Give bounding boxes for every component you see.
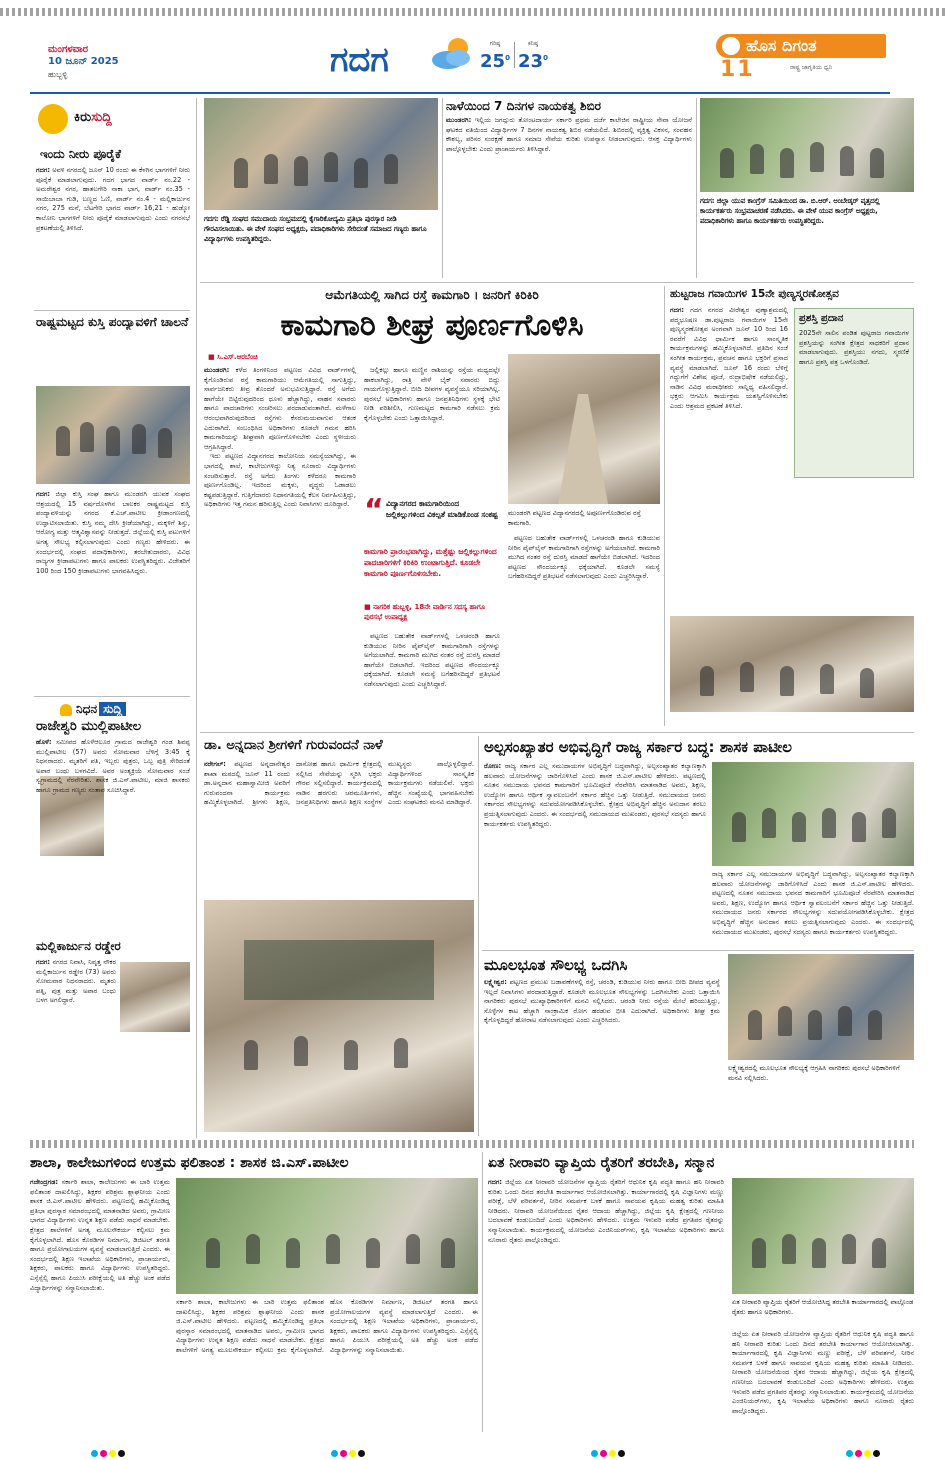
nidhana-label-b: ಸುದ್ದಿ bbox=[99, 702, 126, 716]
paper-name: ಹೊಸ ದಿಗಂತ bbox=[746, 36, 817, 55]
lead-road-photo bbox=[508, 354, 660, 504]
water-dateline: ಗದಗ: bbox=[36, 166, 51, 174]
top-photo-text: ರೆಡ್ಡಿ ಸಂಘದ ಸಮುದಾಯ ಸಂಭ್ರಮದಲ್ಲಿ ಕೈಗಾರಿಕೋದ್ಯಮಿ ಪ್ರತಿಭಾ ಪುರಸ್ಕಾರ ನೀಡಿ ಗೌರವಿಸಲಾಯಿತು. ಈ ವೇಳೆ ಸಂಘದ ಅಧ್ಯಕ್ಷರು, ಪದಾಧಿಕಾರಿಗಳು ಸೇರಿದಂತೆ ಸಮಾಜದ ಗಣ್ಯರು ಹಾಗೂ ವಿದ್ಯಾರ್ಥಿಗಳು ಉಪಸ್ಥಿತರಿದ್ದರು. bbox=[204, 215, 427, 243]
wrestling-text: ಜಿಲ್ಲಾ ಕುಸ್ತಿ ಸಂಘ ಹಾಗೂ ಮುಂಡರಗಿ ಯುವಕ ಸಂಘದ ಆಶ್ರಯದಲ್ಲಿ 15 ವರ್ಷದೊಳಗಿನ ಬಾಲಕರ ರಾಷ್ಟ್ರಮಟ್ಟದ ಕುಸ್ತಿ ಪಂದ್ಯಾವಳಿಯನ್ನು ನಗರದ ಕೆ.ಎಚ್.ಪಾಟೀಲ ಕ್ರೀಡಾಂಗಣದಲ್ಲಿ ಉದ್ಘಾಟಿಸಲಾಯಿತು. ಕುಸ್ತಿ ನಮ್ಮ ದೇಸಿ ಕ್ರೀಡೆಯಾಗಿದ್ದು, ಮಕ್ಕಳಿಗೆ ಶಿಸ್ತು, ಆರೋಗ್ಯ ಮತ್ತು ಆತ್ಮವಿಶ್ವಾಸವನ್ನು ನೀಡುತ್ತದೆ. ಜಿಲ್ಲೆಯಲ್ಲಿ ಕುಸ್ತಿ ಪಟುಗಳಿಗೆ ಅಗತ್ಯ ಸೌಲಭ್ಯ ಕಲ್ಪಿಸಲಾಗುವುದು ಎಂದು ಗಣ್ಯರು ಹೇಳಿದರು. ಈ ಸಂದರ್ಭದಲ್ಲಿ ಸಂಘದ ಪದಾಧಿಕಾರಿಗಳು, ತರಬೇತುದಾರರು, ವಿವಿಧ ರಾಜ್ಯಗಳ ಕ್ರೀಡಾಪಟುಗಳು ಹಾಗೂ ಪಾಲಕರು ಉಪಸ್ಥಿತರಿದ್ದರು. ವಿಜೇತರಿಗೆ 100 ರಿಂದ 150 ಕ್ರೀಡಾಪಟುಗಳು ಭಾಗವಹಿಸಿದ್ದರು. bbox=[36, 490, 190, 575]
temp-min bbox=[516, 40, 550, 72]
temp-min-value: 23 bbox=[518, 51, 544, 72]
wrestling-photo bbox=[36, 386, 190, 484]
lead-kicker: ಆಮೆಗತಿಯಲ್ಲಿ ಸಾಗಿದ ರಸ್ತೆ ಕಾಮಗಾರಿ । ಜನರಿಗೆ ಕಿರಿಕಿರಿ bbox=[325, 288, 539, 302]
obit1-name: ರಾಜೇಶ್ವರಿ ಮುಲ್ಲಿಪಾಟೀಲ bbox=[36, 719, 142, 734]
guruvandane-headline: ಡಾ. ಅನ್ನದಾನ ಶ್ರೀಗಳಿಗೆ ಗುರುವಂದನೆ ನಾಳೆ bbox=[204, 738, 383, 753]
farmers-text: ಜಿಲ್ಲೆಯ ಏತ ನೀರಾವರಿ ಯೋಜನೆಗಳ ವ್ಯಾಪ್ತಿಯ ರೈತರಿಗೆ ಆಧುನಿಕ ಕೃಷಿ ಪದ್ಧತಿ ಹಾಗೂ ಹನಿ ನೀರಾವರಿ ಕುರಿತು ಒಂದು ದಿನದ ತರಬೇತಿ ಕಾರ್ಯಾಗಾರ ಆಯೋಜಿಸಲಾಗಿತ್ತು. ಕಾರ್ಯಾಗಾರದಲ್ಲಿ ಕೃಷಿ ವಿಜ್ಞಾನಿಗಳು ಮಣ್ಣು ಪರೀಕ್ಷೆ, ಬೆಳೆ ಪರಿವರ್ತನೆ, ನೀರಿನ ಸಮರ್ಪಕ ಬಳಕೆ ಹಾಗೂ ಸಾವಯವ ಕೃಷಿಯ ಮಹತ್ವ ಕುರಿತು ಮಾಹಿತಿ ನೀಡಿದರು. ನೀರಾವರಿ ಯೋಜನೆಯಿಂದ ರೈತರ ಆದಾಯ ಹೆಚ್ಚಾಗಿದ್ದು, ಜಿಲ್ಲೆಯ ಕೃಷಿ ಕ್ಷೇತ್ರದಲ್ಲಿ ಗಣನೀಯ ಬದಲಾವಣೆ ಕಂಡುಬಂದಿದೆ ಎಂದು ಅಧಿಕಾರಿಗಳು ಹೇಳಿದರು. ಉತ್ತಮ ಇಳುವರಿ ಪಡೆದ ಪ್ರಗತಿಪರ ರೈತರನ್ನು ಸನ್ಮಾನಿಸಲಾಯಿತು. ಕಾರ್ಯಕ್ರಮದಲ್ಲಿ ಯೋಜನೆಯ ಎಂಜಿನಿಯರ್‌ಗಳು, ಕೃಷಿ ಇಲಾಖೆಯ ಅಧಿಕಾರಿಗಳು ಹಾಗೂ ನೂರಾರು ರೈತರು ಪಾಲ್ಗೊಂಡಿದ್ದರು. bbox=[488, 1178, 724, 1244]
obit2-text: ನಗರದ ನಿವಾಸಿ, ನಿವೃತ್ತ ನೌಕರ ಮಲ್ಲಿಕಾರ್ಜುನ ರಡ್ಡೇರ (73) ಅವರು ಸೋಮವಾರ ನಿಧನರಾದರು. ಮೃತರು ಪತ್ನಿ, ಪುತ್ರ ಮತ್ತು ಅಪಾರ ಬಂಧು ಬಳಗ ಅಗಲಿದ್ದಾರೆ. bbox=[36, 958, 116, 1005]
top-photo-caption bbox=[204, 214, 438, 274]
kirusuddi-label bbox=[36, 102, 186, 136]
obit1-text: ಸಮೀಪದ ಹೊಳೆಆಲೂರ ಗ್ರಾಮದ ರಾಜೇಶ್ವರಿ ಗಂಡ ಶಿವಪ್ಪ ಮುಲ್ಲಿಪಾಟೀಲ (57) ಅವರು ಸೋಮವಾರ ಬೆಳಿಗ್ಗೆ 3:45 ಕ್ಕೆ ನಿಧನರಾದರು. ಮೃತರಿಗೆ ಪತಿ, ಇಬ್ಬರು ಪುತ್ರರು, ಒಬ್ಬ ಪುತ್ರಿ ಸೇರಿದಂತೆ ಅಪಾರ ಬಂಧು ಬಳಗವಿದೆ. ಅವರ ಅಂತ್ಯಕ್ರಿಯೆ ಸೋಮವಾರ ಸಂಜೆ ಸ್ವಗ್ರಾಮದಲ್ಲಿ ನೆರವೇರಿತು. ಶಾಸಕ ಜಿ.ಎಸ್.ಪಾಟೀಲ, ಮಾಜಿ ಶಾಸಕರು ಹಾಗೂ ಗ್ರಾಮದ ಗಣ್ಯರು ಸಂತಾಪ ಸೂಚಿಸಿದ್ದಾರೆ. bbox=[36, 738, 190, 794]
minority-text: ರಾಜ್ಯ ಸರ್ಕಾರ ಎಲ್ಲ ಸಮುದಾಯಗಳ ಅಭಿವೃದ್ಧಿಗೆ ಬದ್ಧವಾಗಿದ್ದು, ಅಲ್ಪಸಂಖ್ಯಾತರ ಕಲ್ಯಾಣಕ್ಕಾಗಿ ಹಲವಾರು ಯೋಜನೆಗಳನ್ನು ಜಾರಿಗೊಳಿಸಿದೆ ಎಂದು ಶಾಸಕ ಜಿ.ಎಸ್.ಪಾಟೀಲ ಹೇಳಿದರು. ಪಟ್ಟಣದಲ್ಲಿ ನೂತನ ಸಮುದಾಯ ಭವನದ ಕಾಮಗಾರಿಗೆ ಭೂಮಿಪೂಜೆ ನೆರವೇರಿಸಿ ಮಾತನಾಡಿದ ಅವರು, ಶಿಕ್ಷಣ, ಉದ್ಯೋಗ ಹಾಗೂ ಆರ್ಥಿಕ ಸ್ವಾವಲಂಬನೆಗೆ ಸರ್ಕಾರ ಹೆಚ್ಚಿನ ಒತ್ತು ನೀಡುತ್ತಿದೆ. ಸಮುದಾಯದ ಜನರು ಸರ್ಕಾರದ ಸೌಲಭ್ಯಗಳನ್ನು ಸದುಪಯೋಗಪಡಿಸಿಕೊಳ್ಳಬೇಕು. ಕ್ಷೇತ್ರದ ಅಭಿವೃದ್ಧಿಗೆ ಹೆಚ್ಚಿನ ಅನುದಾನ ತರಲು ಪ್ರಯತ್ನಿಸಲಾಗುವುದು ಎಂದರು. ಈ ಸಂದರ್ಭದಲ್ಲಿ ಸಮುದಾಯದ ಮುಖಂಡರು, ಪುರಸಭೆ ಸದಸ್ಯರು ಹಾಗೂ ಕಾರ್ಯಕರ್ತರು ಉಪಸ್ಥಿತರಿದ್ದರು. bbox=[484, 762, 706, 828]
school-body-col1 bbox=[30, 1178, 170, 1430]
facility-text: ಪಟ್ಟಣದ ಪ್ರಮುಖ ಬಡಾವಣೆಗಳಲ್ಲಿ ರಸ್ತೆ, ಚರಂಡಿ, ಕುಡಿಯುವ ನೀರು ಹಾಗೂ ಬೀದಿ ದೀಪದ ವ್ಯವಸ್ಥೆ ಇಲ್ಲದೆ ನಿವಾಸಿಗಳು ಪರದಾಡುತ್ತಿದ್ದಾರೆ. ಕೂಡಲೇ ಮೂಲಭೂತ ಸೌಲಭ್ಯಗಳನ್ನು ಒದಗಿಸಬೇಕು ಎಂದು ಒತ್ತಾಯಿಸಿ ನಾಗರಿಕರು ಪುರಸಭೆ ಮುಖ್ಯಾಧಿಕಾರಿಗಳಿಗೆ ಮನವಿ ಸಲ್ಲಿಸಿದರು. ಚರಂಡಿ ನೀರು ರಸ್ತೆಯ ಮೇಲೆ ಹರಿಯುತ್ತಿದ್ದು, ಸೊಳ್ಳೆಗಳ ಕಾಟ ಹೆಚ್ಚಾಗಿ ಸಾಂಕ್ರಾಮಿಕ ರೋಗ ಹರಡುವ ಭೀತಿ ಎದುರಾಗಿದೆ. ಅಧಿಕಾರಿಗಳು ಶೀಘ್ರ ಕ್ರಮ ಕೈಗೊಳ್ಳದಿದ್ದರೆ ಹೋರಾಟ ನಡೆಸಲಾಗುವುದು ಎಂದು ಎಚ್ಚರಿಸಿದರು. bbox=[484, 978, 720, 1025]
obit2-photo bbox=[120, 962, 190, 1032]
lead-body3: ಜಲ್ಲಿಕಲ್ಲು ಹಾಗೂ ಮಣ್ಣಿನ ರಾಶಿಯನ್ನು ರಸ್ತೆಯ ಮಧ್ಯದಲ್ಲೇ ಹಾಕಲಾಗಿದ್ದು, ರಾತ್ರಿ ವೇಳೆ ಬೈಕ್ ಸವಾರರು ಬಿದ್ದು ಗಾಯಗೊಳ್ಳುತ್ತಿದ್ದಾರೆ. ಬೀದಿ ದೀಪಗಳ ವ್ಯವಸ್ಥೆಯೂ ಸರಿಯಾಗಿಲ್ಲ. ಪುರಸಭೆ ಅಧಿಕಾರಿಗಳು ಹಾಗೂ ಜನಪ್ರತಿನಿಧಿಗಳು ಸ್ಥಳಕ್ಕೆ ಭೇಟಿ ನೀಡಿ ಪರಿಶೀಲಿಸಿ, ಗುಣಮಟ್ಟದ ಕಾಮಗಾರಿ ನಡೆಸಲು ಕ್ರಮ ಕೈಗೊಳ್ಳಬೇಕು ಎಂದು ಒತ್ತಾಯಿಸಿದ್ದಾರೆ. bbox=[364, 366, 500, 422]
farmers-story bbox=[488, 1152, 914, 1432]
weather-cloud-sun-icon bbox=[428, 36, 476, 72]
camp-dateline: ಮುಂಡರಗಿ: bbox=[446, 116, 472, 124]
farmers-headline: ಏತ ನೀರಾವರಿ ವ್ಯಾಪ್ತಿಯ ರೈತರಿಗೆ ತರಬೇತಿ, ಸನ್ಮಾನ bbox=[488, 1155, 715, 1171]
school-text-2: ಸರ್ಕಾರಿ ಶಾಲಾ, ಕಾಲೇಜುಗಳು ಈ ಬಾರಿ ಉತ್ತಮ ಫಲಿತಾಂಶ ದಾಖಲಿಸಿದ್ದು, ಶಿಕ್ಷಕರ ಪರಿಶ್ರಮ ಶ್ಲಾಘನೀಯ ಎಂದು ಶಾಸಕ ಜಿ.ಎಸ್.ಪಾಟೀಲ ಹೇಳಿದರು. ಪಟ್ಟಣದಲ್ಲಿ ಹಮ್ಮಿಕೊಂಡಿದ್ದ ಪ್ರತಿಭಾ ಪುರಸ್ಕಾರ ಸಮಾರಂಭದಲ್ಲಿ ಮಾತನಾಡಿದ ಅವರು, ಗ್ರಾಮೀಣ ಭಾಗದ ವಿದ್ಯಾರ್ಥಿಗಳು ಉನ್ನತ ಶಿಕ್ಷಣ ಪಡೆದು ಸಾಧನೆ ಮಾಡಬೇಕು. ಕ್ಷೇತ್ರದ ಶಾಲೆಗಳಿಗೆ ಅಗತ್ಯ ಮೂಲಸೌಕರ್ಯ ಕಲ್ಪಿಸಲು ಕ್ರಮ ಕೈಗೊಳ್ಳಲಾಗಿದೆ. ಹೊಸ ಕೊಠಡಿಗಳ ನಿರ್ಮಾಣ, ಡಿಜಿಟಲ್ ತರಗತಿ ಹಾಗೂ ಪ್ರಯೋಗಾಲಯಗಳ ವ್ಯವಸ್ಥೆ ಮಾಡಲಾಗುತ್ತಿದೆ ಎಂದರು. ಈ ಸಂದರ್ಭದಲ್ಲಿ ಶಿಕ್ಷಣ ಇಲಾಖೆಯ ಅಧಿಕಾರಿಗಳು, ಪ್ರಾಚಾರ್ಯರು, ಶಿಕ್ಷಕರು, ಪಾಲಕರು ಹಾಗೂ ವಿದ್ಯಾರ್ಥಿಗಳು ಉಪಸ್ಥಿತರಿದ್ದರು. ಎಸ್ಸೆಸ್ಸೆಲ್ಸಿ ಹಾಗೂ ಪಿಯುಸಿ ಪರೀಕ್ಷೆಯಲ್ಲಿ ಅತಿ ಹೆಚ್ಚು ಅಂಕ ಪಡೆದ ವಿದ್ಯಾರ್ಥಿಗಳನ್ನು ಸನ್ಮಾನಿಸಲಾಯಿತು. bbox=[176, 1298, 478, 1354]
hattaraj-dateline: ಗದಗ: bbox=[670, 306, 685, 314]
bottom-band-dots bbox=[30, 1140, 914, 1148]
megaphone-icon bbox=[38, 104, 68, 134]
award-box bbox=[794, 308, 914, 478]
lotus-icon bbox=[722, 37, 740, 55]
obit1-dateline: ಹೊಳೆ: bbox=[36, 738, 52, 746]
congress-dateline: ಗದಗ: bbox=[700, 197, 715, 205]
facility-body bbox=[484, 978, 720, 1134]
congress-text: ಜಿಲ್ಲಾ ಯುವ ಕಾಂಗ್ರೆಸ್ ಸಮಿತಿಯಿಂದ ಡಾ. ಬಿ.ಆರ್. ಅಂಬೇಡ್ಕರ್ ವೃತ್ತದಲ್ಲಿ ಕಾರ್ಯಕರ್ತರು ಸಂಭ್ರಮಾಚರಣೆ ನಡೆಸಿದರು. ಈ ವೇಳೆ ಯುವ ಕಾಂಗ್ರೆಸ್ ಅಧ್ಯಕ್ಷರು, ಪದಾಧಿಕಾರಿಗಳು ಹಾಗೂ ಕಾರ್ಯಕರ್ತರು ಉಪಸ್ಥಿತರಿದ್ದರು. bbox=[700, 197, 880, 225]
hattaraj-headline: ಹುಟ್ಟರಾಜ ಗವಾಯಿಗಳ 15ನೇ ಪುಣ್ಯಸ್ಮರಣೋತ್ಸವ bbox=[670, 288, 839, 300]
congress-caption bbox=[700, 196, 914, 276]
farmers-body-2 bbox=[732, 1330, 914, 1430]
obit2-name: ಮಲ್ಲಿಕಾರ್ಜುನ ರಡ್ಡೇರ bbox=[36, 939, 121, 953]
camp-body bbox=[446, 116, 692, 276]
lead-pull-quote bbox=[364, 493, 500, 596]
facility-headline: ಮೂಲಭೂತ ಸೌಲಭ್ಯ ಒದಗಿಸಿ bbox=[484, 956, 628, 974]
kirusuddi-label-b: ಸುದ್ದಿ bbox=[91, 110, 112, 125]
pull-quote-text-2: ಕಾಮಗಾರಿ ಪ್ರಾರಂಭವಾಗಿದ್ದು, ಮತ್ತೆಷ್ಟು ಜಲ್ಲಿಕಲ್ಲುಗಳಿಂದ ಪಾದಚಾರಿಗಳಿಗೆ ಕಿರಿಕಿರಿ ಉಂಟಾಗುತ್ತಿದೆ. ಕೂಡಲೇ ಕಾಮಗಾರಿ ಪೂರ್ಣಗೊಳಿಸಬೇಕು. bbox=[364, 547, 497, 578]
lead-body-col2b bbox=[364, 632, 500, 716]
lead-body-col1 bbox=[204, 366, 356, 716]
hattaraj-body bbox=[670, 306, 788, 596]
lead-body1: ಕಳೆದ ತಿಂಗಳಿನಿಂದ ಪಟ್ಟಣದ ವಿವಿಧ ವಾರ್ಡ್‌ಗಳಲ್ಲಿ ಕೈಗೊಂಡಿರುವ ರಸ್ತೆ ಕಾಮಗಾರಿಯು ಆಮೆಗತಿಯಲ್ಲಿ ಸಾಗುತ್ತಿದ್ದು, ಸಾರ್ವಜನಿಕರು ತೀವ್ರ ತೊಂದರೆ ಅನುಭವಿಸುತ್ತಿದ್ದಾರೆ. ರಸ್ತೆ ಅಗೆದು ಹಾಗೆಯೇ ಬಿಟ್ಟಿರುವುದರಿಂದ ಧೂಳು ಹೆಚ್ಚಾಗಿದ್ದು, ವಾಹನ ಸವಾರರು ಹಾಗೂ ಪಾದಚಾರಿಗಳು ಸಂಚರಿಸಲು ಪರದಾಡುವಂತಾಗಿದೆ. ಮಳೆಗಾಲ ಆರಂಭವಾಗಿರುವುದರಿಂದ ರಸ್ತೆಗಳು ಕೆಸರುಮಯವಾಗುವ ಆತಂಕ ಎದುರಾಗಿದೆ. ಸಂಬಂಧಿಸಿದ ಅಧಿಕಾರಿಗಳು ಕೂಡಲೇ ಗಮನ ಹರಿಸಿ ಕಾಮಗಾರಿಯನ್ನು ಶೀಘ್ರವಾಗಿ ಪೂರ್ಣಗೊಳಿಸಬೇಕು ಎಂದು ಸ್ಥಳೀಯರು ಆಗ್ರಹಿಸಿದ್ದಾರೆ. bbox=[204, 366, 356, 451]
minority-headline: ಅಲ್ಪಸಂಖ್ಯಾತರ ಅಭಿವೃದ್ಧಿಗೆ ರಾಜ್ಯ ಸರ್ಕಾರ ಬದ್ಧ: ಶಾಸಕ ಪಾಟೀಲ bbox=[484, 738, 792, 756]
school-photo bbox=[176, 1178, 478, 1294]
farmers-dateline: ಗದಗ: bbox=[488, 1178, 503, 1186]
farmers-text-2: ಜಿಲ್ಲೆಯ ಏತ ನೀರಾವರಿ ಯೋಜನೆಗಳ ವ್ಯಾಪ್ತಿಯ ರೈತರಿಗೆ ಆಧುನಿಕ ಕೃಷಿ ಪದ್ಧತಿ ಹಾಗೂ ಹನಿ ನೀರಾವರಿ ಕುರಿತು ಒಂದು ದಿನದ ತರಬೇತಿ ಕಾರ್ಯಾಗಾರ ಆಯೋಜಿಸಲಾಗಿತ್ತು. ಕಾರ್ಯಾಗಾರದಲ್ಲಿ ಕೃಷಿ ವಿಜ್ಞಾನಿಗಳು ಮಣ್ಣು ಪರೀಕ್ಷೆ, ಬೆಳೆ ಪರಿವರ್ತನೆ, ನೀರಿನ ಸಮರ್ಪಕ ಬಳಕೆ ಹಾಗೂ ಸಾವಯವ ಕೃಷಿಯ ಮಹತ್ವ ಕುರಿತು ಮಾಹಿತಿ ನೀಡಿದರು. ನೀರಾವರಿ ಯೋಜನೆಯಿಂದ ರೈತರ ಆದಾಯ ಹೆಚ್ಚಾಗಿದ್ದು, ಜಿಲ್ಲೆಯ ಕೃಷಿ ಕ್ಷೇತ್ರದಲ್ಲಿ ಗಣನೀಯ ಬದಲಾವಣೆ ಕಂಡುಬಂದಿದೆ ಎಂದು ಅಧಿಕಾರಿಗಳು ಹೇಳಿದರು. ಉತ್ತಮ ಇಳುವರಿ ಪಡೆದ ಪ್ರಗತಿಪರ ರೈತರನ್ನು ಸನ್ಮಾನಿಸಲಾಯಿತು. ಕಾರ್ಯಕ್ರಮದಲ್ಲಿ ಯೋಜನೆಯ ಎಂಜಿನಿಯರ್‌ಗಳು, ಕೃಷಿ ಇಲಾಖೆಯ ಅಧಿಕಾರಿಗಳು ಹಾಗೂ ನೂರಾರು ರೈತರು ಪಾಲ್ಗೊಂಡಿದ್ದರು. bbox=[732, 1330, 914, 1415]
award-box-body: 2025ನೇ ಸಾಲಿನ ಪಂಡಿತ ಪುಟ್ಟರಾಜ ಗವಾಯಿಗಳ ಪ್ರಶಸ್ತಿಯನ್ನು ಸಂಗೀತ ಕ್ಷೇತ್ರದ ಸಾಧಕರಿಗೆ ಪ್ರದಾನ ಮಾಡಲಾಗುವುದು. ಪ್ರಶಸ್ತಿಯು ನಗದು, ಸ್ಮರಣಿಕೆ ಹಾಗೂ ಪ್ರಶಸ್ತಿ ಪತ್ರ ಒಳಗೊಂಡಿದೆ. bbox=[799, 329, 909, 366]
minority-body-2 bbox=[712, 870, 914, 940]
camp-story bbox=[446, 98, 692, 278]
temp-max-label: ಗರಿಷ್ಠ bbox=[489, 40, 501, 47]
city-name: ಗದಗ bbox=[330, 40, 389, 80]
lead-dateline: ಮುಂಡರಗಿ: bbox=[204, 366, 230, 374]
masthead-day: ಮಂಗಳವಾರ bbox=[48, 44, 89, 55]
water-text: ಅವಳಿ ನಗರದಲ್ಲಿ ಜೂನ್ 10 ರಂದು ಈ ಕೆಳಗಿನ ಭಾಗಗಳಿಗೆ ನೀರು ಪೂರೈಕೆ ಮಾಡಲಾಗುವುದು. ಗದಗ ಭಾಗದ ವಾರ್ಡ್ ನಂ.22 - ಅಮರೇಶ್ವರ ನಗರ, ಹಾತಲಗೇರಿ ನಾಕಾ ಭಾಗ, ವಾರ್ಡ್ ನಂ.35 - ಸಾಯಿಬಾಬಾ ಗುಡಿ, ಬಣ್ಣದ ಓಣಿ, ವಾರ್ಡ್ ನಂ.4 - ಮಲ್ಲಿಕಾರ್ಜುನ ನಗರ, 275 ಮನೆ, ಬೆಟಗೇರಿ ಭಾಗದ ವಾರ್ಡ್ 16,21 - ಹುಡ್ಕೋ ಕಾಲೋನಿ ಭಾಗಗಳಿಗೆ ನೀರು ಪೂರೈಕೆ ಮಾಡಲಾಗುವುದು ಎಂದು ನಗರಸಭೆ ಪ್ರಕಟಣೆಯಲ್ಲಿ ತಿಳಿಸಿದೆ. bbox=[36, 166, 190, 232]
award-box-title: ಪ್ರಶಸ್ತಿ ಪ್ರದಾನ bbox=[799, 313, 844, 324]
minority-story bbox=[484, 736, 914, 946]
lead-headline: ಕಾಮಗಾರಿ ಶೀಘ್ರ ಪೂರ್ಣಗೊಳಿಸಿ bbox=[280, 308, 584, 343]
temp-max bbox=[478, 40, 512, 72]
lead-body-col3 bbox=[508, 534, 660, 716]
nidhana-label bbox=[60, 700, 190, 718]
minority-dateline: ರೋಣ: bbox=[484, 762, 502, 770]
hattaraj-story bbox=[670, 286, 914, 726]
school-dateline: ಗಜೇಂದ್ರಗಡ: bbox=[30, 1178, 59, 1186]
kirusuddi-label-a: ಕಿರು bbox=[74, 110, 92, 125]
top-photo-dateline: ಗದಗ: bbox=[204, 215, 219, 223]
school-body-col2 bbox=[176, 1298, 478, 1430]
facility-dateline: ಲಕ್ಷ್ಮೇಶ್ವರ: bbox=[484, 978, 507, 986]
farmers-body bbox=[488, 1178, 724, 1430]
wrestling-dateline: ಗದಗ: bbox=[36, 490, 51, 498]
minority-photo bbox=[712, 762, 914, 866]
obit2-dateline: ಗದಗ: bbox=[36, 958, 51, 966]
masthead bbox=[0, 0, 945, 96]
lead-body-col2 bbox=[364, 366, 500, 492]
congress-photo bbox=[700, 98, 914, 192]
facility-photo bbox=[728, 954, 914, 1060]
water-body bbox=[36, 166, 190, 306]
lead-body2: ಇದು ಪಟ್ಟಣದ ವಿದ್ಯಾನಗರದ ಕಾಲೋನಿಯ ಸಮಸ್ಯೆಯಾಗಿದ್ದು, ಈ ಭಾಗದಲ್ಲಿ ಶಾಲೆ, ಕಾಲೇಜುಗಳಿದ್ದು ನಿತ್ಯ ನೂರಾರು ವಿದ್ಯಾರ್ಥಿಗಳು ಸಂಚರಿಸುತ್ತಾರೆ. ರಸ್ತೆ ಅಗೆದು ತಿಂಗಳು ಕಳೆದರೂ ಕಾಮಗಾರಿ ಪೂರ್ಣಗೊಂಡಿಲ್ಲ. ಇದರಿಂದ ಮಕ್ಕಳು, ವೃದ್ಧರು ಓಡಾಡಲು ಕಷ್ಟಪಡುತ್ತಿದ್ದಾರೆ. ಗುತ್ತಿಗೆದಾರರು ನಿಧಾನಗತಿಯಲ್ಲಿ ಕೆಲಸ ನಿರ್ವಹಿಸುತ್ತಿದ್ದು, ಅಧಿಕಾರಿಗಳು ಇತ್ತ ಗಮನ ಹರಿಸುತ್ತಿಲ್ಲ ಎಂದು ನಿವಾಸಿಗಳು ದೂರಿದ್ದಾರೆ. bbox=[204, 452, 356, 509]
nidhana-label-a: ನಿಧನ bbox=[76, 702, 98, 716]
page-number: 11 bbox=[720, 57, 755, 82]
top-dots bbox=[0, 8, 945, 16]
school-headline: ಶಾಲಾ, ಕಾಲೇಜುಗಳಿಂದ ಉತ್ತಮ ಫಲಿತಾಂಶ : ಶಾಸಕ ಜಿ.ಎಸ್.ಪಾಟೀಲ bbox=[30, 1155, 349, 1171]
facility-story bbox=[484, 954, 914, 1138]
farmers-photo-caption: ಏತ ನೀರಾವರಿ ವ್ಯಾಪ್ತಿಯ ರೈತರಿಗೆ ಆಯೋಜಿಸಿದ್ದ ತರಬೇತಿ ಕಾರ್ಯಾಗಾರದಲ್ಲಿ ಪಾಲ್ಗೊಂಡ ರೈತರು ಹಾಗೂ ಅಧಿಕಾರಿಗಳು. bbox=[732, 1298, 914, 1316]
paper-logo bbox=[716, 34, 886, 58]
top-group-photo bbox=[204, 98, 438, 210]
guruvandane-body bbox=[204, 760, 474, 920]
guruvandane-dateline: ನರೇಗಲ್: bbox=[204, 760, 226, 768]
wrestling-headline: ರಾಷ್ಟ್ರಮಟ್ಟದ ಕುಸ್ತಿ ಪಂದ್ಯಾವಳಿಗೆ ಚಾಲನೆ bbox=[36, 315, 189, 329]
guruvandane-photo bbox=[204, 900, 474, 1132]
lead-byline: ■ ಸಿ.ಎಸ್.ಆರಬೆಂಚಿ bbox=[208, 353, 258, 361]
paper-tagline: ರಾಷ್ಟ್ರ ಜಾಗೃತಿಯ ಧ್ವನಿ bbox=[790, 64, 833, 71]
guruvandane-story bbox=[204, 736, 474, 1136]
temp-max-value: 25 bbox=[480, 51, 506, 72]
obit2-body bbox=[36, 958, 116, 1048]
lead-photo-caption: ಮುಂಡರಗಿ ಪಟ್ಟಣದ ವಿದ್ಯಾನಗರದಲ್ಲಿ ಅಪೂರ್ಣಗೊಂಡಿರುವ ರಸ್ತೆ ಕಾಮಗಾರಿ. bbox=[508, 509, 641, 527]
hattaraj-text: ಗದಗ ನಗರದ ವೀರೇಶ್ವರ ಪುಣ್ಯಾಶ್ರಮದಲ್ಲಿ ಪದ್ಮಭೂಷಣ ಡಾ.ಪುಟ್ಟರಾಜ ಗವಾಯಿಗಳ 15ನೇ ಪುಣ್ಯಸ್ಮರಣೋತ್ಸವ ಅಂಗವಾಗಿ ಜೂನ್ 10 ರಿಂದ 16 ರವರೆಗೆ ವಿವಿಧ ಧಾರ್ಮಿಕ ಹಾಗೂ ಸಾಂಸ್ಕೃತಿಕ ಕಾರ್ಯಕ್ರಮಗಳನ್ನು ಹಮ್ಮಿಕೊಳ್ಳಲಾಗಿದೆ. ಪ್ರತಿದಿನ ಸಂಜೆ ಸಂಗೀತ ಕಾರ್ಯಕ್ರಮ, ಪ್ರವಚನ ಹಾಗೂ ಭಕ್ತರಿಗೆ ಪ್ರಸಾದ ವ್ಯವಸ್ಥೆ ಮಾಡಲಾಗಿದೆ. ಜೂನ್ 16 ರಂದು ಬೆಳಿಗ್ಗೆ ಗದ್ದುಗೆಗೆ ವಿಶೇಷ ಪೂಜೆ, ರುದ್ರಾಭಿಷೇಕ ನಡೆಯಲಿದ್ದು, ನಾಡಿನ ವಿವಿಧ ಮಠಾಧೀಶರು ಸಾನ್ನಿಧ್ಯ ವಹಿಸಲಿದ್ದಾರೆ. ಭಕ್ತರು ಆಗಮಿಸಿ ಕಾರ್ಯಕ್ರಮ ಯಶಸ್ವಿಗೊಳಿಸಬೇಕು ಎಂದು ಆಶ್ರಮದ ಪ್ರಕಟಣೆ ತಿಳಿಸಿದೆ. bbox=[670, 306, 788, 410]
lead-story bbox=[204, 286, 660, 726]
temp-max-deg: 0 bbox=[505, 54, 510, 62]
pull-quote-text-1: ವಿದ್ಯಾನಗರದ ಕಾಮಗಾರಿಯಿಂದ ಜಲ್ಲಿಕಲ್ಲುಗಳಿಂದ ವಿಕಲ್ಪತೆ ಮಾಡಿಕೊಂಡ ಸಂಕಷ್ಟ bbox=[386, 499, 498, 519]
top-photo-story bbox=[204, 98, 438, 278]
temp-min-deg: 0 bbox=[543, 54, 548, 62]
color-marks bbox=[0, 1442, 945, 1454]
minority-text-2: ರಾಜ್ಯ ಸರ್ಕಾರ ಎಲ್ಲ ಸಮುದಾಯಗಳ ಅಭಿವೃದ್ಧಿಗೆ ಬದ್ಧವಾಗಿದ್ದು, ಅಲ್ಪಸಂಖ್ಯಾತರ ಕಲ್ಯಾಣಕ್ಕಾಗಿ ಹಲವಾರು ಯೋಜನೆಗಳನ್ನು ಜಾರಿಗೊಳಿಸಿದೆ ಎಂದು ಶಾಸಕ ಜಿ.ಎಸ್.ಪಾಟೀಲ ಹೇಳಿದರು. ಪಟ್ಟಣದಲ್ಲಿ ನೂತನ ಸಮುದಾಯ ಭವನದ ಕಾಮಗಾರಿಗೆ ಭೂಮಿಪೂಜೆ ನೆರವೇರಿಸಿ ಮಾತನಾಡಿದ ಅವರು, ಶಿಕ್ಷಣ, ಉದ್ಯೋಗ ಹಾಗೂ ಆರ್ಥಿಕ ಸ್ವಾವಲಂಬನೆಗೆ ಸರ್ಕಾರ ಹೆಚ್ಚಿನ ಒತ್ತು ನೀಡುತ್ತಿದೆ. ಸಮುದಾಯದ ಜನರು ಸರ್ಕಾರದ ಸೌಲಭ್ಯಗಳನ್ನು ಸದುಪಯೋಗಪಡಿಸಿಕೊಳ್ಳಬೇಕು. ಕ್ಷೇತ್ರದ ಅಭಿವೃದ್ಧಿಗೆ ಹೆಚ್ಚಿನ ಅನುದಾನ ತರಲು ಪ್ರಯತ್ನಿಸಲಾಗುವುದು ಎಂದರು. ಈ ಸಂದರ್ಭದಲ್ಲಿ ಸಮುದಾಯದ ಮುಖಂಡರು, ಪುರಸಭೆ ಸದಸ್ಯರು ಹಾಗೂ ಕಾರ್ಯಕರ್ತರು ಉಪಸ್ಥಿತರಿದ್ದರು. bbox=[712, 870, 914, 936]
quote-mark-icon: “ bbox=[364, 493, 384, 528]
lead-note: ■ ನಾಗರಿಕ ಹುಬ್ಬಳ್ಳಿ, 18ನೇ ವಾರ್ಡಿನ ಸದಸ್ಯ ಹಾಗೂ ಪುರಸಭೆ ಉಪಾಧ್ಯಕ್ಷ bbox=[364, 603, 486, 621]
masthead-date-block bbox=[48, 44, 178, 80]
lead-byline-name: ಸಿ.ಎಸ್.ಆರಬೆಂಚಿ bbox=[217, 353, 258, 361]
farmers-photo bbox=[732, 1178, 914, 1294]
masthead-edition: ಹುಬ್ಬಳ್ಳಿ bbox=[48, 70, 68, 79]
minority-body bbox=[484, 762, 706, 940]
water-headline: ಇಂದು ನೀರು ಪೂರೈಕೆ bbox=[40, 147, 121, 161]
temp-min-label: ಕನಿಷ್ಠ bbox=[527, 40, 539, 47]
guruvandane-text: ಪಟ್ಟಣದ ಅನ್ನದಾನೇಶ್ವರ ಶಾಖಾ ಮಠದಲ್ಲಿ ಜೂನ್ 11 ರಂದು ಡಾ.ಅನ್ನದಾನ ಮಹಾಸ್ವಾಮೀಜಿ ಅವರಿಗೆ ಗುರುವಂದನಾ ಕಾರ್ಯಕ್ರಮ ಹಮ್ಮಿಕೊಳ್ಳಲಾಗಿದೆ. ಶ್ರೀಗಳು ಶಿಕ್ಷಣ, ದಾಸೋಹ ಹಾಗೂ ಧಾರ್ಮಿಕ ಕ್ಷೇತ್ರದಲ್ಲಿ ಸಲ್ಲಿಸಿದ ಸೇವೆಯನ್ನು ಸ್ಮರಿಸಿ ಭಕ್ತರು ಗೌರವ ಸಲ್ಲಿಸಲಿದ್ದಾರೆ. ಕಾರ್ಯಕ್ರಮದಲ್ಲಿ ನಾಡಿನ ಹರಗುರು ಚರಮೂರ್ತಿಗಳು, ಜನಪ್ರತಿನಿಧಿಗಳು ಹಾಗೂ ಶಿಕ್ಷಣ ಸಂಸ್ಥೆಗಳ ಮುಖ್ಯಸ್ಥರು ಪಾಲ್ಗೊಳ್ಳಲಿದ್ದಾರೆ. ವಿದ್ಯಾರ್ಥಿಗಳಿಂದ ಸಾಂಸ್ಕೃತಿಕ ಕಾರ್ಯಕ್ರಮಗಳು ನಡೆಯಲಿವೆ. ಭಕ್ತರು ಹೆಚ್ಚಿನ ಸಂಖ್ಯೆಯಲ್ಲಿ ಭಾಗವಹಿಸಬೇಕು ಎಂದು ಸಂಘಟಕರು ಮನವಿ ಮಾಡಿದ್ದಾರೆ. bbox=[204, 760, 474, 807]
school-text: ಸರ್ಕಾರಿ ಶಾಲಾ, ಕಾಲೇಜುಗಳು ಈ ಬಾರಿ ಉತ್ತಮ ಫಲಿತಾಂಶ ದಾಖಲಿಸಿದ್ದು, ಶಿಕ್ಷಕರ ಪರಿಶ್ರಮ ಶ್ಲಾಘನೀಯ ಎಂದು ಶಾಸಕ ಜಿ.ಎಸ್.ಪಾಟೀಲ ಹೇಳಿದರು. ಪಟ್ಟಣದಲ್ಲಿ ಹಮ್ಮಿಕೊಂಡಿದ್ದ ಪ್ರತಿಭಾ ಪುರಸ್ಕಾರ ಸಮಾರಂಭದಲ್ಲಿ ಮಾತನಾಡಿದ ಅವರು, ಗ್ರಾಮೀಣ ಭಾಗದ ವಿದ್ಯಾರ್ಥಿಗಳು ಉನ್ನತ ಶಿಕ್ಷಣ ಪಡೆದು ಸಾಧನೆ ಮಾಡಬೇಕು. ಕ್ಷೇತ್ರದ ಶಾಲೆಗಳಿಗೆ ಅಗತ್ಯ ಮೂಲಸೌಕರ್ಯ ಕಲ್ಪಿಸಲು ಕ್ರಮ ಕೈಗೊಳ್ಳಲಾಗಿದೆ. ಹೊಸ ಕೊಠಡಿಗಳ ನಿರ್ಮಾಣ, ಡಿಜಿಟಲ್ ತರಗತಿ ಹಾಗೂ ಪ್ರಯೋಗಾಲಯಗಳ ವ್ಯವಸ್ಥೆ ಮಾಡಲಾಗುತ್ತಿದೆ ಎಂದರು. ಈ ಸಂದರ್ಭದಲ್ಲಿ ಶಿಕ್ಷಣ ಇಲಾಖೆಯ ಅಧಿಕಾರಿಗಳು, ಪ್ರಾಚಾರ್ಯರು, ಶಿಕ್ಷಕರು, ಪಾಲಕರು ಹಾಗೂ ವಿದ್ಯಾರ್ಥಿಗಳು ಉಪಸ್ಥಿತರಿದ್ದರು. ಎಸ್ಸೆಸ್ಸೆಲ್ಸಿ ಹಾಗೂ ಪಿಯುಸಿ ಪರೀಕ್ಷೆಯಲ್ಲಿ ಅತಿ ಹೆಚ್ಚು ಅಂಕ ಪಡೆದ ವಿದ್ಯಾರ್ಥಿಗಳನ್ನು ಸನ್ಮಾನಿಸಲಾಯಿತು. bbox=[30, 1178, 170, 1292]
facility-photo-caption: ಲಕ್ಷ್ಮೇಶ್ವರದಲ್ಲಿ ಮೂಲಭೂತ ಸೌಲಭ್ಯಕ್ಕೆ ಆಗ್ರಹಿಸಿ ನಾಗರಿಕರು ಪುರಸಭೆ ಅಧಿಕಾರಿಗಳಿಗೆ ಮನವಿ ಸಲ್ಲಿಸಿದರು. bbox=[728, 1064, 900, 1082]
obit1-body bbox=[36, 738, 190, 938]
school-story bbox=[30, 1152, 478, 1432]
camp-headline: ನಾಳೆಯಿಂದ 7 ದಿನಗಳ ನಾಯಕತ್ವ ಶಿಬಿರ bbox=[446, 99, 602, 113]
congress-story bbox=[700, 98, 914, 278]
hattaraj-photo bbox=[670, 616, 914, 712]
lamp-icon bbox=[60, 704, 72, 716]
lead-body4: ಪಟ್ಟಣದ ಬಹುತೇಕ ವಾರ್ಡ್‌ಗಳಲ್ಲಿ ಒಳಚರಂಡಿ ಹಾಗೂ ಕುಡಿಯುವ ನೀರಿನ ಪೈಪ್‌ಲೈನ್ ಕಾಮಗಾರಿಗಾಗಿ ರಸ್ತೆಗಳನ್ನು ಅಗೆಯಲಾಗಿದೆ. ಕಾಮಗಾರಿ ಮುಗಿದ ನಂತರ ರಸ್ತೆ ದುರಸ್ತಿ ಮಾಡದೆ ಹಾಗೆಯೇ ಬಿಡಲಾಗಿದೆ. ಇದರಿಂದ ಪಟ್ಟಣದ ಸೌಂದರ್ಯಕ್ಕೂ ಧಕ್ಕೆಯಾಗಿದೆ. ಕೂಡಲೇ ಸಮಸ್ಯೆ ಬಗೆಹರಿಸದಿದ್ದರೆ ಪ್ರತಿಭಟನೆ ನಡೆಸಲಾಗುವುದು ಎಂದು ಎಚ್ಚರಿಸಿದ್ದಾರೆ. bbox=[364, 632, 500, 688]
camp-text: ಇಲ್ಲಿಯ ಜಗದ್ಗುರು ತೋಂಟದಾರ್ಯ ಸರ್ಕಾರಿ ಪ್ರಥಮ ದರ್ಜೆ ಕಾಲೇಜಿನ ರಾಷ್ಟ್ರೀಯ ಸೇವಾ ಯೋಜನೆ ಘಟಕದ ವತಿಯಿಂದ ವಿದ್ಯಾರ್ಥಿಗಳ 7 ದಿನಗಳ ನಾಯಕತ್ವ ಶಿಬಿರ ನಡೆಯಲಿದೆ. ಶಿಬಿರದಲ್ಲಿ ವ್ಯಕ್ತಿತ್ವ ವಿಕಸನ, ಸಂವಹನ ಕೌಶಲ್ಯ, ಪರಿಸರ ಸಂರಕ್ಷಣೆ ಹಾಗೂ ಸಮಾಜ ಸೇವೆಯ ಕುರಿತು ಉಪನ್ಯಾಸ ನೀಡಲಾಗುವುದು. ಆಸಕ್ತ ವಿದ್ಯಾರ್ಥಿಗಳು ಪಾಲ್ಗೊಳ್ಳಬೇಕು ಎಂದು ಪ್ರಾಚಾರ್ಯರು ತಿಳಿಸಿದ್ದಾರೆ. bbox=[446, 116, 692, 153]
lead-note-text: ನಾಗರಿಕ ಹುಬ್ಬಳ್ಳಿ, 18ನೇ ವಾರ್ಡಿನ ಸದಸ್ಯ ಹಾಗೂ ಪುರಸಭೆ ಉಪಾಧ್ಯಕ್ಷ bbox=[364, 603, 486, 621]
masthead-date: 10 ಜೂನ್ 2025 bbox=[48, 56, 119, 67]
lead-body-col3-text: ಪಟ್ಟಣದ ಬಹುತೇಕ ವಾರ್ಡ್‌ಗಳಲ್ಲಿ ಒಳಚರಂಡಿ ಹಾಗೂ ಕುಡಿಯುವ ನೀರಿನ ಪೈಪ್‌ಲೈನ್ ಕಾಮಗಾರಿಗಾಗಿ ರಸ್ತೆಗಳನ್ನು ಅಗೆಯಲಾಗಿದೆ. ಕಾಮಗಾರಿ ಮುಗಿದ ನಂತರ ರಸ್ತೆ ದುರಸ್ತಿ ಮಾಡದೆ ಹಾಗೆಯೇ ಬಿಡಲಾಗಿದೆ. ಇದರಿಂದ ಪಟ್ಟಣದ ಸೌಂದರ್ಯಕ್ಕೂ ಧಕ್ಕೆಯಾಗಿದೆ. ಕೂಡಲೇ ಸಮಸ್ಯೆ ಬಗೆಹರಿಸದಿದ್ದರೆ ಪ್ರತಿಭಟನೆ ನಡೆಸಲಾಗುವುದು ಎಂದು ಎಚ್ಚರಿಸಿದ್ದಾರೆ. bbox=[508, 534, 660, 581]
